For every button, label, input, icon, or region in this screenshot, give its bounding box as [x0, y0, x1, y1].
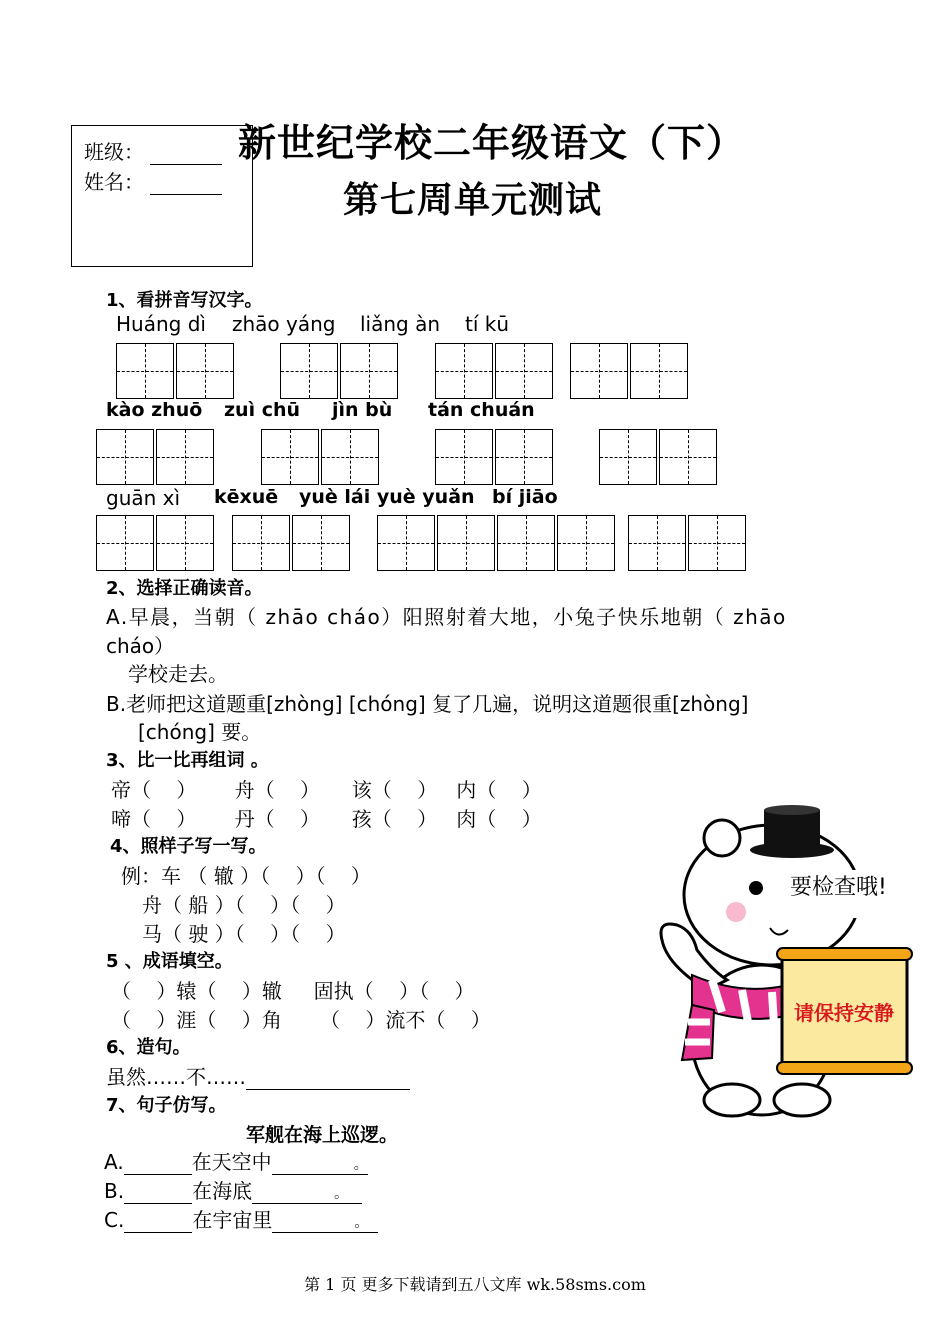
q1-heading: 1、看拼音写汉字。 [106, 290, 263, 311]
q1-grid-2[interactable] [280, 343, 400, 399]
q1-grid-12[interactable] [628, 515, 748, 571]
q6-answer-blank[interactable] [246, 1069, 410, 1090]
class-blank[interactable] [150, 146, 222, 165]
page-title: 新世纪学校二年级语文（下） [238, 121, 746, 165]
q7-c [104, 1204, 378, 1233]
speech-text: 要检查哦! [790, 875, 887, 900]
q3-row2: 啼（ ） 丹（ ） 孩（ ） 肉（ ） [111, 807, 542, 831]
q2-a-line1: A.早晨，当朝（ zhāo cháo）阳照射着大地，小兔子快乐地朝（ zhāo [106, 605, 787, 629]
q7-a-text: 在天空中 [191, 1150, 272, 1174]
q1-pinyin-6: zuì chū [224, 399, 301, 421]
q1-pinyin-9: guān xì [106, 486, 181, 510]
q1-pinyin-8: tán chuán [428, 399, 535, 421]
name-label: 姓名： [84, 170, 144, 194]
q7-b-period: 。 [334, 1186, 349, 1202]
q4-row2: 马（ 驶 ）（ ）（ ） [142, 922, 346, 946]
q2-a-line3: 学校走去。 [128, 662, 228, 686]
q7-b-label: B. [104, 1179, 125, 1203]
q2-b-line1: B.老师把这道题重[zhòng] [chóng] 复了几遍，说明这道题很重[zhòng] [106, 692, 749, 716]
q1-pinyin-10: kēxuē [214, 486, 279, 508]
q1-pinyin-1: Huáng dì [116, 312, 206, 336]
q7-a [104, 1146, 368, 1175]
q3-row1: 帝（ ） 舟（ ） 该（ ） 内（ ） [111, 778, 542, 802]
q4-example: 例：车 （ 辙 ）（ ）（ ） [121, 864, 371, 888]
q3-heading: 3、比一比再组词 。 [106, 750, 269, 771]
q1-pinyin-4: tí kū [465, 312, 510, 336]
q5-row2: （ ）涯（ ）角 （ ）流不（ ） [111, 1008, 491, 1032]
class-field[interactable] [84, 136, 222, 165]
q2-heading: 2、选择正确读音。 [106, 578, 263, 599]
q1-grid-10[interactable] [232, 515, 352, 571]
q7-b-text: 在海底 [192, 1179, 253, 1203]
q1-pinyin-11: yuè lái yuè yuǎn [299, 486, 475, 508]
name-blank[interactable] [150, 176, 222, 195]
class-label: 班级： [84, 140, 144, 164]
name-field[interactable] [84, 166, 222, 195]
polar-bear-illustration [652, 800, 922, 1120]
q6-heading: 6、造句。 [106, 1037, 191, 1058]
page-footer: 第 1 页 更多下载请到五八文库 wk.58sms.com [304, 1275, 646, 1294]
q7-a-label: A. [104, 1150, 124, 1174]
q7-a-blank-2[interactable] [272, 1154, 368, 1175]
q2-b-line2: [chóng] 要。 [138, 720, 262, 744]
q6-prompt: 虽然……不…… [106, 1065, 246, 1089]
q1-grid-5[interactable] [96, 429, 216, 485]
q1-pinyin-5: kào zhuō [106, 399, 203, 421]
q5-row1: （ ）辕（ ）辙 固执（ ）（ ） [111, 979, 475, 1003]
q1-pinyin-12: bí jiāo [492, 486, 558, 508]
q1-grid-11[interactable] [377, 515, 617, 571]
q1-grid-4[interactable] [570, 343, 690, 399]
q7-heading: 7、句子仿写。 [106, 1095, 227, 1116]
q6-prompt-line [106, 1061, 410, 1090]
q1-grid-7[interactable] [435, 429, 555, 485]
q7-b [104, 1175, 362, 1204]
q1-pinyin-3: liǎng àn [360, 312, 441, 336]
q7-b-blank-1[interactable] [124, 1183, 192, 1204]
page-subtitle: 第七周单元测试 [343, 180, 603, 221]
q7-c-blank-1[interactable] [124, 1212, 192, 1233]
q7-c-blank-2[interactable] [272, 1212, 378, 1233]
q2-a-line2: cháo） [106, 634, 175, 658]
q1-pinyin-2: zhāo yáng [232, 312, 336, 336]
q1-grid-8[interactable] [599, 429, 719, 485]
q4-heading: 4、照样子写一写。 [110, 836, 267, 857]
q7-a-period: 。 [353, 1157, 368, 1173]
q1-grid-6[interactable] [261, 429, 381, 485]
q7-c-label: C. [104, 1208, 125, 1232]
q1-grid-3[interactable] [435, 343, 555, 399]
q7-c-text: 在宇宙里 [192, 1208, 273, 1232]
q7-example: 军舰在海上巡逻。 [246, 1124, 399, 1146]
q7-c-period: 。 [354, 1215, 369, 1231]
q1-grid-9[interactable] [96, 515, 216, 571]
q1-grid-1[interactable] [116, 343, 236, 399]
sign-text: 请保持安静 [794, 1001, 894, 1025]
q5-heading: 5 、成语填空。 [106, 951, 233, 972]
q7-a-blank-1[interactable] [124, 1154, 192, 1175]
q1-pinyin-7: jìn bù [332, 399, 393, 421]
info-box [71, 125, 253, 267]
q7-b-blank-2[interactable] [252, 1183, 362, 1204]
q4-row1: 舟（ 船 ）（ ）（ ） [142, 893, 346, 917]
